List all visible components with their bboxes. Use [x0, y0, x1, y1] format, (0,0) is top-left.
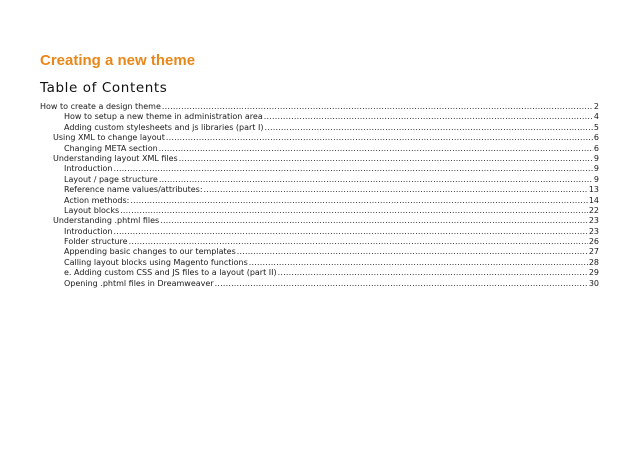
toc-entry[interactable]: [40, 144, 599, 154]
toc-entry-title[interactable]: Using XML to change layout: [53, 133, 165, 143]
toc-page-number[interactable]: 13: [588, 185, 599, 195]
toc-page-number[interactable]: 23: [588, 226, 599, 236]
toc-entry-title[interactable]: Layout blocks: [64, 205, 120, 215]
toc-entry[interactable]: [40, 196, 599, 206]
toc-entry-title[interactable]: Action methods:: [64, 195, 130, 205]
toc-page-number[interactable]: 9: [593, 174, 599, 184]
toc-dot-leader: [160, 216, 588, 226]
toc-entry-title[interactable]: Opening .phtml files in Dreamweaver: [64, 278, 214, 288]
toc-dot-leader: [264, 123, 592, 133]
toc-entry-title[interactable]: How to setup a new theme in administration area: [64, 112, 263, 122]
toc-page-number[interactable]: 4: [593, 112, 599, 122]
toc-dot-leader: [179, 154, 593, 164]
toc-dot-leader: [159, 175, 593, 185]
toc-entry-title[interactable]: Understanding .phtml files: [53, 216, 160, 226]
toc-entry[interactable]: [40, 237, 599, 247]
toc-entry[interactable]: [40, 154, 599, 164]
toc-entry[interactable]: [40, 206, 599, 216]
toc-entry-title[interactable]: Layout / page structure: [64, 174, 158, 184]
toc-entry-title[interactable]: Introduction: [64, 226, 113, 236]
toc-entry[interactable]: [40, 185, 599, 195]
toc-page-number[interactable]: 27: [588, 247, 599, 257]
toc-entry[interactable]: [40, 123, 599, 133]
toc-page-number[interactable]: 2: [593, 102, 599, 111]
toc-page-number[interactable]: 9: [593, 153, 599, 163]
toc-entry[interactable]: [40, 227, 599, 237]
toc-dot-leader: [264, 112, 593, 122]
toc-page-number[interactable]: 23: [588, 216, 599, 226]
toc-entry-title[interactable]: Appending basic changes to our templates: [64, 247, 236, 257]
toc-entry-title[interactable]: Calling layout blocks using Magento functions: [64, 257, 248, 267]
toc-page-number[interactable]: 29: [588, 268, 599, 278]
toc-page-number[interactable]: 26: [588, 237, 599, 247]
toc-entry-title[interactable]: Understanding layout XML files: [53, 153, 178, 163]
toc-dot-leader: [215, 279, 588, 289]
toc-dot-leader: [204, 185, 588, 195]
toc-dot-leader: [130, 196, 587, 206]
toc-page-number[interactable]: 9: [593, 164, 599, 174]
toc-entry-title[interactable]: How to create a design theme: [40, 102, 161, 111]
toc-entry[interactable]: [40, 102, 599, 112]
toc-entry[interactable]: [40, 279, 599, 289]
toc-entry[interactable]: [40, 268, 599, 278]
toc-dot-leader: [159, 144, 593, 154]
toc-entry[interactable]: [40, 175, 599, 185]
toc-page-number[interactable]: 22: [588, 205, 599, 215]
toc-page-number[interactable]: 28: [588, 257, 599, 267]
document-title: Creating a new theme: [40, 52, 196, 69]
toc-entry[interactable]: [40, 133, 599, 143]
toc-entry[interactable]: [40, 258, 599, 268]
toc-entry-title[interactable]: Changing META section: [64, 143, 158, 153]
toc-dot-leader: [129, 237, 588, 247]
toc-page-number[interactable]: 6: [593, 133, 599, 143]
toc-dot-leader: [166, 133, 593, 143]
toc-page-number[interactable]: 30: [588, 278, 599, 288]
toc-dot-leader: [113, 164, 592, 174]
toc-entry-title[interactable]: Adding custom stylesheets and js libraries (part I): [64, 122, 264, 132]
toc-page-number[interactable]: 5: [593, 122, 599, 132]
toc-page-number[interactable]: 6: [593, 143, 599, 153]
toc-dot-leader: [278, 268, 588, 278]
toc-dot-leader: [237, 247, 588, 257]
toc-page-number[interactable]: 14: [588, 195, 599, 205]
toc-dot-leader: [162, 102, 593, 112]
toc-heading: Table of Contents: [40, 80, 168, 96]
toc-dot-leader: [120, 206, 588, 216]
toc-entry[interactable]: [40, 164, 599, 174]
toc-entry-title[interactable]: e. Adding custom CSS and JS files to a layout (part II): [64, 268, 277, 278]
toc-dot-leader: [249, 258, 588, 268]
toc-entry[interactable]: [40, 216, 599, 226]
toc-entry[interactable]: [40, 112, 599, 122]
toc-entry-title[interactable]: Introduction: [64, 164, 113, 174]
toc-dot-leader: [113, 227, 587, 237]
table-of-contents: [40, 102, 599, 289]
toc-entry-title[interactable]: Folder structure: [64, 237, 128, 247]
toc-entry-title[interactable]: Reference name values/attributes:: [64, 185, 203, 195]
toc-entry[interactable]: [40, 247, 599, 257]
